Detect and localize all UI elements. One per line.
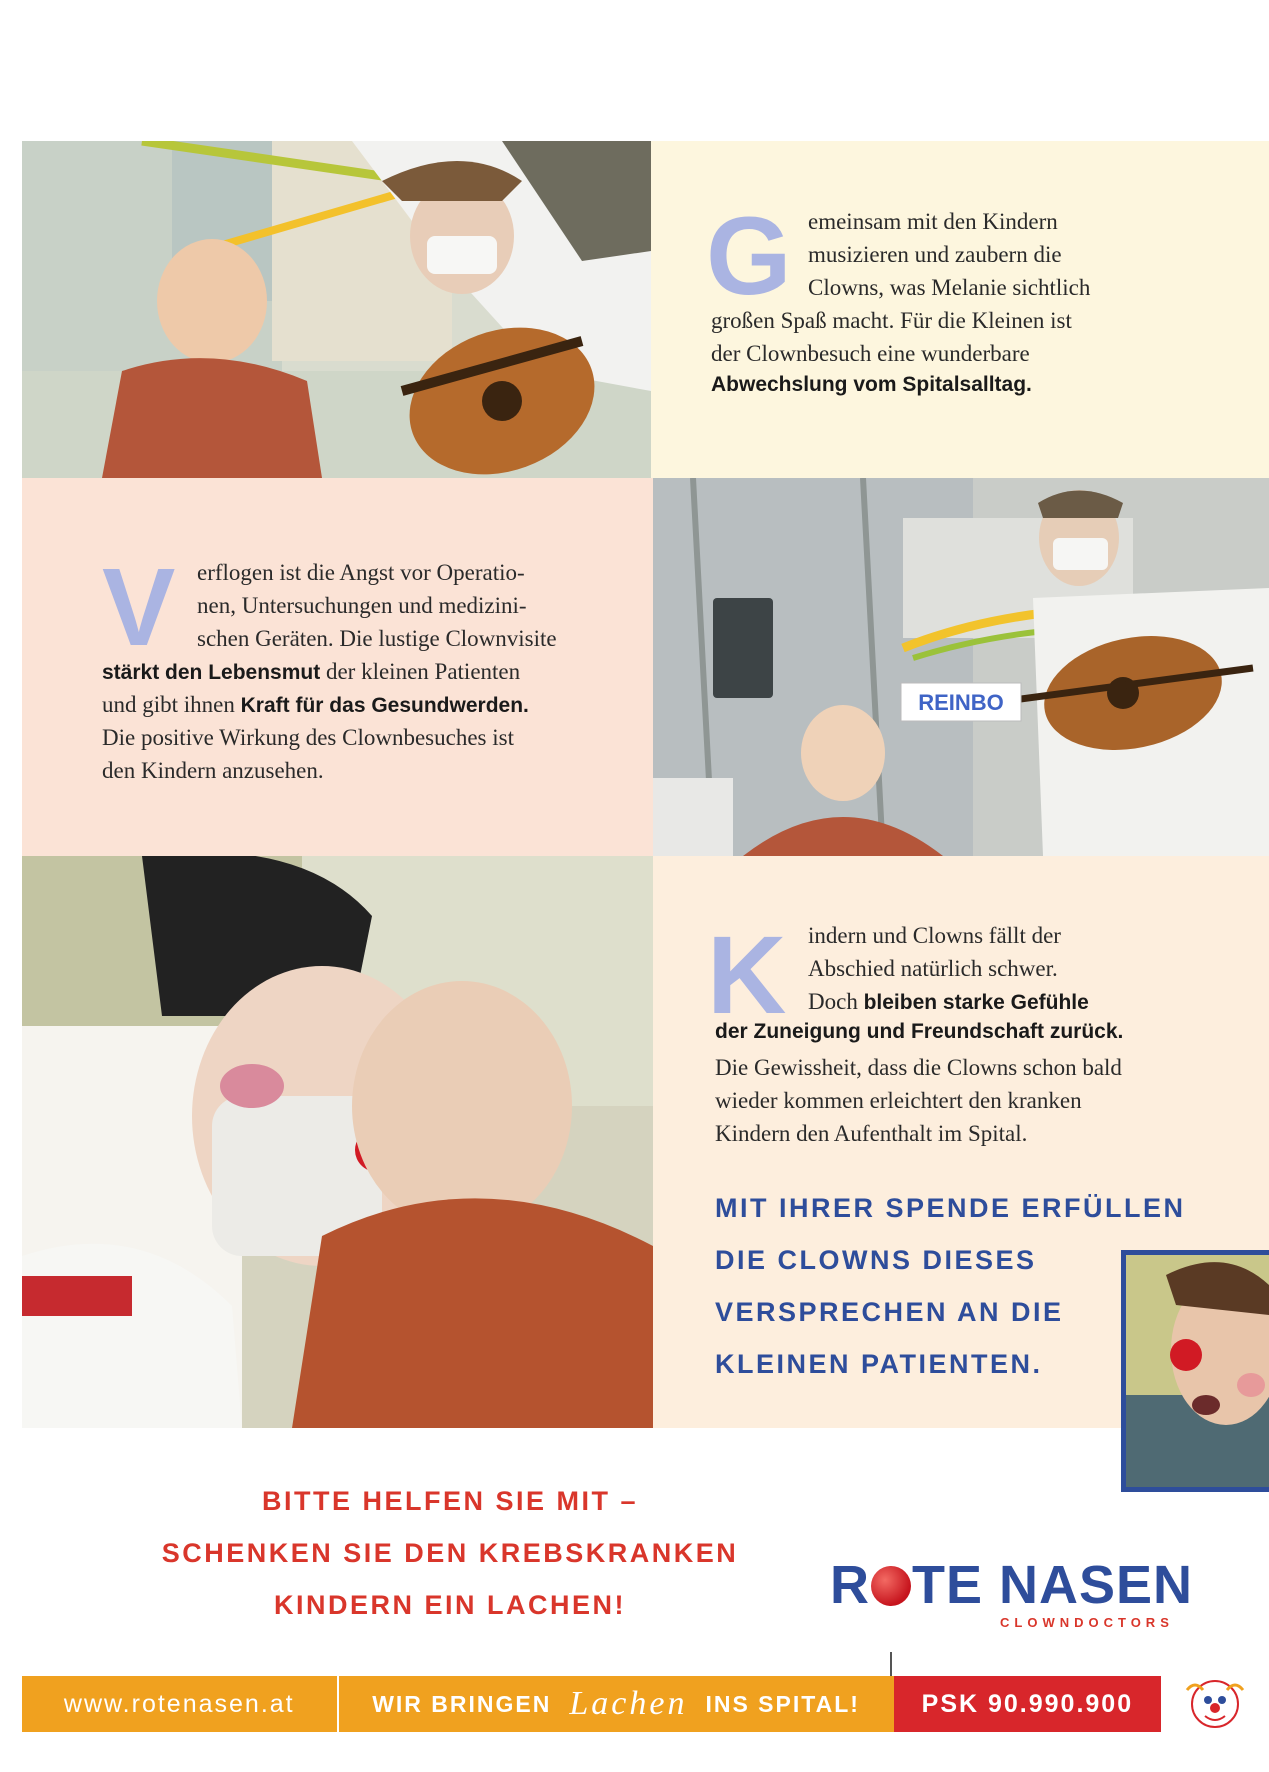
text-line: indern und Clowns fällt der	[808, 923, 1061, 948]
appeal-text	[130, 1475, 770, 1631]
logo-wordmark	[830, 1555, 1193, 1615]
emphasis: stärkt den Lebensmut	[102, 661, 321, 684]
dropcap-v: V	[102, 546, 176, 669]
footer-bar	[22, 1676, 1269, 1732]
appeal-line: KINDERN EIN LACHEN!	[273, 1590, 626, 1620]
reinbo-sign: REINBO	[918, 690, 1004, 715]
donation-line: DIE CLOWNS DIESES	[715, 1245, 1037, 1275]
inset-photo-clown	[1121, 1250, 1269, 1492]
slogan-pre: WIR BRINGEN	[372, 1690, 552, 1717]
photo-clown-guitar-child-2	[653, 478, 1269, 856]
dropcap-g: G	[706, 195, 792, 318]
text-line: Abschied natürlich schwer.	[808, 956, 1058, 981]
text-run: und gibt ihnen	[102, 692, 241, 717]
text-line: nen, Untersuchungen und medizini-	[197, 593, 527, 618]
footer-url[interactable]	[22, 1676, 339, 1732]
text-panel-middle-left	[22, 478, 653, 856]
appeal-line: SCHENKEN SIE DEN KREBSKRANKEN	[161, 1538, 739, 1568]
logo-word-nasen: NASEN	[999, 1555, 1194, 1615]
text-line-mixed	[102, 655, 520, 690]
text-line: Clowns, was Melanie sichtlich	[808, 275, 1091, 300]
text-line: großen Spaß macht. Für die Kleinen ist	[711, 308, 1072, 333]
logo-letters-te: TE	[912, 1555, 984, 1615]
text-line: wieder kommen erleichtert den kranken	[715, 1088, 1082, 1113]
photo-clown-guitar-child-1	[22, 141, 651, 478]
text-line: den Kindern anzusehen.	[102, 758, 324, 783]
donation-line: MIT IHRER SPENDE ERFÜLLEN	[715, 1193, 1186, 1223]
text-line: Die positive Wirkung des Clownbesuches ist	[102, 725, 514, 750]
donation-line: VERSPRECHEN AN DIE	[715, 1297, 1064, 1327]
donation-line: KLEINEN PATIENTEN.	[715, 1349, 1043, 1379]
text-line-bold: Abwechslung vom Spitalsalltag.	[711, 373, 1032, 396]
clown-face-icon	[1161, 1676, 1269, 1732]
account-number: PSK 90.990.900	[921, 1689, 1134, 1718]
rote-nasen-logo	[830, 1555, 1210, 1635]
url-text[interactable]: www.rotenasen.at	[63, 1689, 295, 1718]
text-run: der kleinen Patienten	[320, 659, 521, 684]
text-line-bold: der Zuneigung und Freundschaft zurück.	[715, 1020, 1124, 1043]
text-line: erflogen ist die Angst vor Operatio-	[197, 560, 525, 585]
text-line: Die Gewissheit, dass die Clowns schon bald	[715, 1055, 1122, 1080]
text-line-mixed	[808, 985, 1089, 1020]
text-run: Doch	[808, 989, 864, 1014]
text-line: Kindern den Aufenthalt im Spital.	[715, 1121, 1028, 1146]
text-line-mixed	[102, 688, 529, 723]
emphasis: bleiben starke Gefühle	[863, 991, 1089, 1014]
dropcap-k: K	[707, 914, 787, 1037]
donation-headline	[715, 1182, 1186, 1390]
slogan-post: INS SPITAL!	[705, 1690, 860, 1717]
footer-slogan	[339, 1676, 894, 1732]
slogan-script: Lachen	[569, 1685, 688, 1722]
text-line: schen Geräten. Die lustige Clownvisite	[197, 626, 557, 651]
photo-clown-nose-child	[22, 856, 653, 1428]
appeal-line: BITTE HELFEN SIE MIT –	[261, 1486, 639, 1516]
logo-letter-r: R	[830, 1555, 870, 1615]
red-nose-icon	[871, 1566, 911, 1606]
logo-tagline: CLOWNDOCTORS	[1000, 1615, 1174, 1630]
text-line: der Clownbesuch eine wunderbare	[711, 341, 1030, 366]
emphasis: Kraft für das Gesundwerden.	[240, 694, 529, 717]
text-panel-top-right	[651, 141, 1269, 478]
footer-account	[894, 1676, 1162, 1732]
text-line: emeinsam mit den Kindern	[808, 209, 1058, 234]
text-line: musizieren und zaubern die	[808, 242, 1062, 267]
